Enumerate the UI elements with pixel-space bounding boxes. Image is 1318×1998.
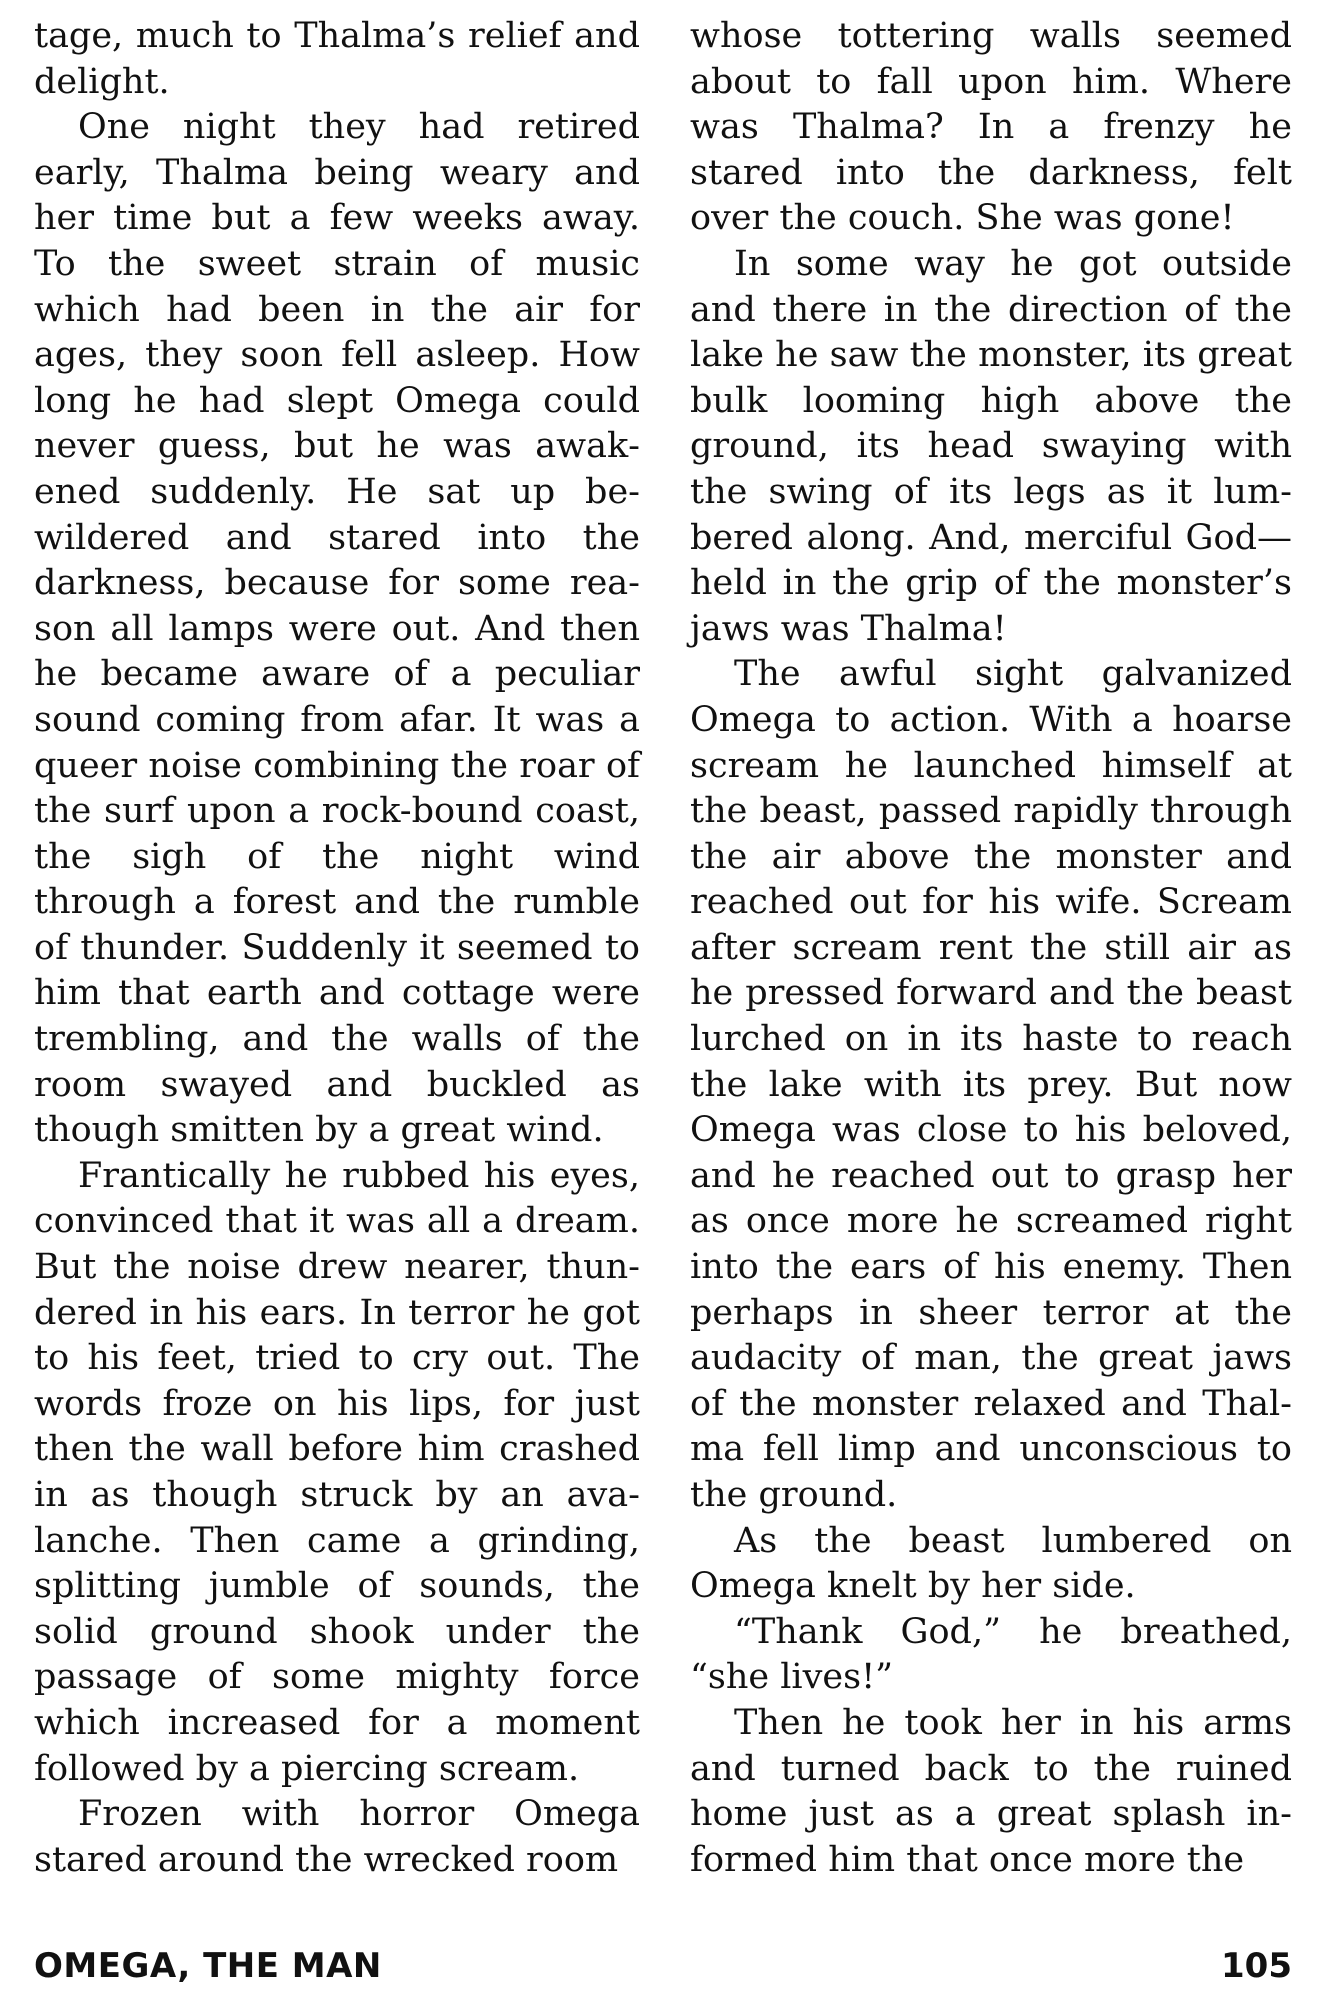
paragraph: tage, much to Thalma’s relief and delight. xyxy=(34,16,640,102)
paragraph: “Thank God,” he breathed, “she lives!” xyxy=(690,1611,1292,1698)
paragraph: The awful sight galvanized Omega to action. With a hoarse scream he launched himself at the beast, passed rapidly through the air above the monster and reached out for his wife. Scream after scream rent the still air as he pressed forward and the beast lurched on in its haste to reach the lake with its prey. But now Omega was close to his beloved, and he reached out to grasp her as once more he screamed right into the ears of his enemy. Then perhaps in sheer terror at the audacity of man, the great jaws of the monster relaxed and Thalma fell limp and unconscious to the ground. xyxy=(690,654,1292,1515)
left-text-column xyxy=(34,14,640,1883)
page-footer xyxy=(34,1944,1292,1988)
page-number: 105 xyxy=(1221,1946,1292,1986)
paragraph: Then he took her in his arms and turned back to the ruined home just as a great splash informed him that once more the xyxy=(690,1702,1292,1880)
paragraph: Frantically he rubbed his eyes, convinced that it was all a dream. But the noise drew nearer, thundered in his ears. In terror he got to his feet, tried to cry out. The words froze on his lips, for just then the wall before him crashed in as though struck by an avalanche. Then came a grinding, splitting jumble of sounds, the solid ground shook under the passage of some mighty force which increased for a moment followed by a piercing scream. xyxy=(34,1155,640,1789)
paragraph: Frozen with horror Omega stared around the wrecked room xyxy=(34,1794,640,1880)
paragraph: As the beast lumbered on Omega knelt by her side. xyxy=(690,1520,1292,1607)
paragraph: One night they had retired early, Thalma being weary and her time but a few weeks away. To the sweet strain of music which had been in the air for ages, they soon fell asleep. How long he had slept Omega could never guess, but he was awakened suddenly. He sat up bewildered and stared into the darkness, because for some reason all lamps were out. And then he became aware of a peculiar sound coming from afar. It was a queer noise combining the roar of the surf upon a rock-bound coast, the sigh of the night wind through a forest and the rumble of thunder. Suddenly it seemed to him that earth and cottage were trembling, and the walls of the room swayed and buckled as though smitten by a great wind. xyxy=(34,107,640,1151)
paragraph: whose tottering walls seemed about to fall upon him. Where was Thalma? In a frenzy he stared into the darkness, felt over the couch. She was gone! xyxy=(690,16,1292,239)
paragraph: In some way he got outside and there in the direction of the lake he saw the monster, its great bulk looming high above the ground, its head swaying with the swing of its legs as it lumbered along. And, merciful God—held in the grip of the monster’s jaws was Thalma! xyxy=(690,243,1292,649)
right-text-column xyxy=(690,14,1292,1883)
running-title: OMEGA, THE MAN xyxy=(34,1946,382,1986)
